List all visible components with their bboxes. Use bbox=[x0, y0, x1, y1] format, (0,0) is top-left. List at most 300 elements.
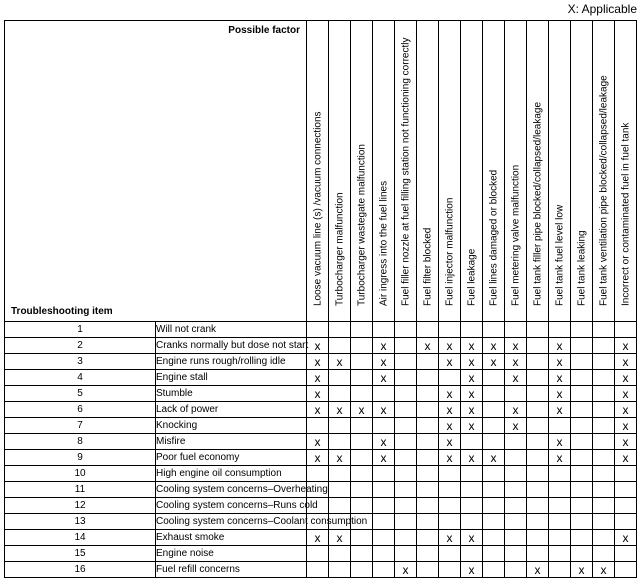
applicability-cell bbox=[527, 434, 549, 450]
applicability-cell bbox=[417, 354, 439, 370]
applicability-cell bbox=[593, 514, 615, 530]
applicable-mark: x bbox=[314, 450, 321, 465]
factor-header bbox=[439, 21, 461, 322]
applicable-mark: x bbox=[556, 354, 563, 369]
applicable-mark: x bbox=[556, 386, 563, 401]
applicable-mark: x bbox=[622, 530, 629, 545]
row-number: 6 bbox=[5, 402, 156, 418]
applicable-mark: x bbox=[358, 402, 365, 417]
row-number: 15 bbox=[5, 546, 156, 562]
applicable-mark: x bbox=[490, 450, 497, 465]
table-row bbox=[5, 482, 637, 498]
applicable-mark: x bbox=[336, 402, 343, 417]
applicability-cell bbox=[615, 434, 637, 450]
applicability-cell bbox=[505, 514, 527, 530]
applicability-cell bbox=[395, 530, 417, 546]
applicability-cell bbox=[461, 322, 483, 338]
applicability-cell bbox=[351, 530, 373, 546]
applicability-cell bbox=[395, 498, 417, 514]
row-number: 1 bbox=[5, 322, 156, 338]
applicability-cell bbox=[461, 546, 483, 562]
applicability-cell bbox=[527, 402, 549, 418]
applicability-cell bbox=[593, 402, 615, 418]
applicability-cell bbox=[373, 386, 395, 402]
applicability-cell bbox=[373, 418, 395, 434]
applicability-cell bbox=[527, 338, 549, 354]
applicability-cell bbox=[439, 338, 461, 354]
applicability-cell bbox=[527, 418, 549, 434]
applicability-cell bbox=[417, 386, 439, 402]
applicability-cell bbox=[549, 498, 571, 514]
factor-header bbox=[483, 21, 505, 322]
applicability-cell bbox=[329, 530, 351, 546]
applicability-cell bbox=[571, 370, 593, 386]
applicability-cell bbox=[439, 562, 461, 578]
applicability-cell bbox=[351, 402, 373, 418]
applicability-cell bbox=[461, 466, 483, 482]
applicable-mark: x bbox=[512, 418, 519, 433]
applicable-mark: x bbox=[380, 402, 387, 417]
applicability-cell bbox=[505, 562, 527, 578]
row-number: 9 bbox=[5, 450, 156, 466]
row-number: 11 bbox=[5, 482, 156, 498]
applicability-cell bbox=[373, 562, 395, 578]
applicability-cell bbox=[351, 370, 373, 386]
troubleshooting-item: Fuel refill concerns bbox=[156, 562, 307, 578]
applicable-mark: x bbox=[512, 370, 519, 385]
applicable-mark: x bbox=[446, 418, 453, 433]
factor-label: Loose vacuum line (s) /vacuum connections bbox=[312, 111, 323, 306]
factor-header bbox=[527, 21, 549, 322]
applicable-mark: x bbox=[556, 450, 563, 465]
possible-factor-label: Possible factor bbox=[228, 25, 300, 36]
applicability-cell bbox=[593, 354, 615, 370]
applicability-cell bbox=[461, 418, 483, 434]
troubleshooting-item: Will not crank bbox=[156, 322, 307, 338]
applicability-cell bbox=[505, 338, 527, 354]
applicability-cell bbox=[329, 354, 351, 370]
troubleshooting-item-label: Troubleshooting item bbox=[11, 306, 113, 317]
applicability-cell bbox=[505, 322, 527, 338]
applicable-mark: x bbox=[314, 434, 321, 449]
applicability-cell bbox=[483, 338, 505, 354]
applicability-cell bbox=[439, 322, 461, 338]
applicability-cell bbox=[483, 562, 505, 578]
applicability-cell bbox=[615, 482, 637, 498]
header-row bbox=[5, 21, 637, 322]
applicability-cell bbox=[505, 418, 527, 434]
applicability-cell bbox=[307, 434, 329, 450]
applicability-cell bbox=[329, 546, 351, 562]
applicability-cell bbox=[395, 418, 417, 434]
applicability-cell bbox=[483, 514, 505, 530]
applicability-cell bbox=[505, 370, 527, 386]
applicability-cell bbox=[549, 418, 571, 434]
applicability-cell bbox=[395, 514, 417, 530]
table-row bbox=[5, 514, 637, 530]
applicability-cell bbox=[615, 338, 637, 354]
applicability-cell bbox=[483, 322, 505, 338]
applicable-mark: x bbox=[556, 434, 563, 449]
applicability-cell bbox=[461, 402, 483, 418]
applicable-mark: x bbox=[402, 562, 409, 577]
applicability-cell bbox=[351, 338, 373, 354]
troubleshooting-item: Cooling system concerns–Coolant consumption bbox=[156, 514, 307, 530]
applicability-cell bbox=[417, 322, 439, 338]
applicability-cell bbox=[527, 482, 549, 498]
applicability-cell bbox=[483, 386, 505, 402]
applicable-mark: x bbox=[468, 402, 475, 417]
table-row bbox=[5, 386, 637, 402]
applicability-cell bbox=[461, 450, 483, 466]
applicable-mark: x bbox=[556, 370, 563, 385]
table-row bbox=[5, 322, 637, 338]
applicable-mark: x bbox=[446, 338, 453, 353]
applicability-cell bbox=[417, 434, 439, 450]
applicable-mark: x bbox=[468, 562, 475, 577]
applicability-cell bbox=[329, 402, 351, 418]
applicability-cell bbox=[571, 562, 593, 578]
applicability-cell bbox=[571, 434, 593, 450]
applicable-mark: x bbox=[314, 370, 321, 385]
applicability-cell bbox=[527, 514, 549, 530]
applicability-cell bbox=[593, 450, 615, 466]
applicability-cell bbox=[373, 530, 395, 546]
applicability-cell bbox=[615, 386, 637, 402]
corner-cell bbox=[5, 21, 307, 322]
applicability-cell bbox=[373, 546, 395, 562]
table-row bbox=[5, 418, 637, 434]
applicability-cell bbox=[527, 322, 549, 338]
applicability-cell bbox=[329, 434, 351, 450]
applicability-cell bbox=[439, 450, 461, 466]
applicability-cell bbox=[527, 546, 549, 562]
applicable-mark: x bbox=[556, 338, 563, 353]
applicable-mark: x bbox=[446, 354, 453, 369]
row-number: 3 bbox=[5, 354, 156, 370]
applicability-cell bbox=[593, 466, 615, 482]
applicable-mark: x bbox=[446, 402, 453, 417]
applicable-mark: x bbox=[468, 354, 475, 369]
applicability-cell bbox=[373, 402, 395, 418]
factor-label: Fuel tank ventilation pipe blocked/collapsed/leakage bbox=[598, 75, 609, 306]
applicability-cell bbox=[527, 466, 549, 482]
factor-header bbox=[351, 21, 373, 322]
applicability-cell bbox=[373, 370, 395, 386]
applicable-mark: x bbox=[446, 450, 453, 465]
applicability-cell bbox=[307, 546, 329, 562]
applicability-cell bbox=[307, 530, 329, 546]
applicability-cell bbox=[373, 338, 395, 354]
applicable-mark: x bbox=[336, 450, 343, 465]
applicability-cell bbox=[549, 386, 571, 402]
applicability-cell bbox=[395, 322, 417, 338]
applicability-cell bbox=[505, 498, 527, 514]
applicable-mark: x bbox=[424, 338, 431, 353]
applicability-cell bbox=[351, 498, 373, 514]
row-number: 2 bbox=[5, 338, 156, 354]
applicability-cell bbox=[505, 386, 527, 402]
applicability-cell bbox=[461, 354, 483, 370]
applicability-cell bbox=[307, 370, 329, 386]
troubleshooting-item: Stumble bbox=[156, 386, 307, 402]
applicability-cell bbox=[483, 418, 505, 434]
factor-header bbox=[505, 21, 527, 322]
applicability-cell bbox=[527, 370, 549, 386]
applicability-cell bbox=[351, 546, 373, 562]
applicability-cell bbox=[373, 514, 395, 530]
applicability-cell bbox=[417, 466, 439, 482]
applicability-cell bbox=[395, 434, 417, 450]
row-number: 7 bbox=[5, 418, 156, 434]
applicable-mark: x bbox=[600, 562, 607, 577]
applicability-cell bbox=[527, 498, 549, 514]
applicable-mark: x bbox=[490, 338, 497, 353]
applicability-cell bbox=[373, 434, 395, 450]
factor-label: Incorrect or contaminated fuel in fuel tank bbox=[620, 122, 631, 306]
applicability-cell bbox=[527, 386, 549, 402]
applicability-cell bbox=[307, 322, 329, 338]
applicable-mark: x bbox=[380, 450, 387, 465]
applicability-cell bbox=[461, 514, 483, 530]
applicability-cell bbox=[329, 562, 351, 578]
applicability-cell bbox=[615, 562, 637, 578]
applicability-cell bbox=[615, 514, 637, 530]
applicability-cell bbox=[615, 370, 637, 386]
applicability-cell bbox=[571, 514, 593, 530]
applicability-cell bbox=[505, 354, 527, 370]
applicability-cell bbox=[461, 434, 483, 450]
applicability-cell bbox=[395, 338, 417, 354]
applicable-mark: x bbox=[622, 402, 629, 417]
applicability-cell bbox=[571, 402, 593, 418]
applicable-mark: x bbox=[314, 338, 321, 353]
applicability-cell bbox=[417, 482, 439, 498]
applicable-mark: x bbox=[622, 418, 629, 433]
applicability-cell bbox=[549, 354, 571, 370]
legend: X: Applicable bbox=[567, 2, 637, 16]
applicability-cell bbox=[329, 338, 351, 354]
applicability-cell bbox=[417, 338, 439, 354]
applicability-cell bbox=[395, 402, 417, 418]
applicability-cell bbox=[351, 386, 373, 402]
applicable-mark: x bbox=[468, 386, 475, 401]
applicable-mark: x bbox=[336, 530, 343, 545]
factor-label: Turbocharger wastegate malfunction bbox=[356, 144, 367, 306]
table-body bbox=[5, 322, 637, 578]
troubleshooting-item: Engine runs rough/rolling idle bbox=[156, 354, 307, 370]
troubleshooting-item: Lack of power bbox=[156, 402, 307, 418]
applicability-cell bbox=[483, 370, 505, 386]
factor-label: Turbocharger malfunction bbox=[334, 192, 345, 306]
applicability-cell bbox=[593, 498, 615, 514]
applicable-mark: x bbox=[446, 434, 453, 449]
applicability-cell bbox=[615, 450, 637, 466]
row-number: 14 bbox=[5, 530, 156, 546]
applicable-mark: x bbox=[622, 450, 629, 465]
applicability-cell bbox=[505, 546, 527, 562]
applicability-cell bbox=[483, 434, 505, 450]
applicability-cell bbox=[351, 434, 373, 450]
table-row bbox=[5, 354, 637, 370]
applicability-cell bbox=[593, 370, 615, 386]
troubleshooting-item: Exhaust smoke bbox=[156, 530, 307, 546]
row-number: 4 bbox=[5, 370, 156, 386]
table-row bbox=[5, 546, 637, 562]
troubleshooting-item: High engine oil consumption bbox=[156, 466, 307, 482]
table-row bbox=[5, 434, 637, 450]
applicable-mark: x bbox=[468, 530, 475, 545]
factor-label: Fuel metering valve malfunction bbox=[510, 164, 521, 306]
applicable-mark: x bbox=[578, 562, 585, 577]
applicability-cell bbox=[549, 482, 571, 498]
applicability-cell bbox=[395, 562, 417, 578]
applicability-cell bbox=[307, 354, 329, 370]
applicability-cell bbox=[549, 338, 571, 354]
applicability-cell bbox=[505, 434, 527, 450]
applicability-cell bbox=[351, 482, 373, 498]
applicability-cell bbox=[329, 418, 351, 434]
applicability-cell bbox=[571, 498, 593, 514]
applicability-cell bbox=[329, 482, 351, 498]
applicability-cell bbox=[395, 482, 417, 498]
applicability-cell bbox=[439, 370, 461, 386]
applicable-mark: x bbox=[534, 562, 541, 577]
applicability-cell bbox=[483, 530, 505, 546]
applicable-mark: x bbox=[490, 354, 497, 369]
factor-header bbox=[307, 21, 329, 322]
applicability-cell bbox=[571, 466, 593, 482]
applicability-cell bbox=[615, 354, 637, 370]
applicable-mark: x bbox=[314, 354, 321, 369]
applicability-cell bbox=[417, 514, 439, 530]
factor-header bbox=[593, 21, 615, 322]
applicability-cell bbox=[615, 530, 637, 546]
factor-label: Fuel tank leaking bbox=[576, 230, 587, 306]
table-row bbox=[5, 402, 637, 418]
factor-label: Fuel injector malfunction bbox=[444, 197, 455, 306]
applicable-mark: x bbox=[468, 418, 475, 433]
applicability-cell bbox=[527, 450, 549, 466]
applicability-cell bbox=[439, 386, 461, 402]
row-number: 13 bbox=[5, 514, 156, 530]
applicability-cell bbox=[351, 418, 373, 434]
applicability-cell bbox=[483, 546, 505, 562]
applicable-mark: x bbox=[468, 338, 475, 353]
applicability-cell bbox=[593, 418, 615, 434]
applicability-cell bbox=[329, 466, 351, 482]
applicable-mark: x bbox=[380, 338, 387, 353]
troubleshooting-item: Engine noise bbox=[156, 546, 307, 562]
applicability-cell bbox=[615, 466, 637, 482]
applicability-cell bbox=[417, 530, 439, 546]
table-row bbox=[5, 338, 637, 354]
applicability-cell bbox=[439, 402, 461, 418]
troubleshooting-item: Cranks normally but dose not start bbox=[156, 338, 307, 354]
applicability-cell bbox=[351, 466, 373, 482]
applicability-cell bbox=[351, 354, 373, 370]
applicability-cell bbox=[417, 562, 439, 578]
applicability-cell bbox=[593, 338, 615, 354]
troubleshooting-item: Knocking bbox=[156, 418, 307, 434]
applicability-cell bbox=[549, 466, 571, 482]
troubleshooting-table bbox=[4, 20, 637, 578]
applicability-cell bbox=[307, 562, 329, 578]
applicable-mark: x bbox=[314, 530, 321, 545]
applicability-cell bbox=[461, 338, 483, 354]
applicability-cell bbox=[395, 354, 417, 370]
applicability-cell bbox=[351, 450, 373, 466]
applicability-cell bbox=[615, 498, 637, 514]
applicability-cell bbox=[439, 354, 461, 370]
applicability-cell bbox=[549, 322, 571, 338]
applicability-cell bbox=[593, 530, 615, 546]
table-row bbox=[5, 466, 637, 482]
applicability-cell bbox=[593, 482, 615, 498]
applicability-cell bbox=[593, 562, 615, 578]
applicability-cell bbox=[461, 386, 483, 402]
applicability-cell bbox=[571, 354, 593, 370]
applicability-cell bbox=[549, 370, 571, 386]
factor-header bbox=[549, 21, 571, 322]
applicability-cell bbox=[527, 562, 549, 578]
applicability-cell bbox=[571, 418, 593, 434]
factor-label: Fuel lines damaged or blocked bbox=[488, 169, 499, 306]
applicability-cell bbox=[439, 546, 461, 562]
applicability-cell bbox=[593, 546, 615, 562]
row-number: 12 bbox=[5, 498, 156, 514]
troubleshooting-item: Poor fuel economy bbox=[156, 450, 307, 466]
applicability-cell bbox=[439, 482, 461, 498]
applicability-cell bbox=[439, 466, 461, 482]
applicability-cell bbox=[395, 546, 417, 562]
applicability-cell bbox=[439, 530, 461, 546]
factor-label: Fuel tank filler pipe blocked/collapsed/leakage bbox=[532, 101, 543, 306]
applicability-cell bbox=[373, 354, 395, 370]
applicability-cell bbox=[461, 562, 483, 578]
applicability-cell bbox=[329, 450, 351, 466]
factor-header bbox=[461, 21, 483, 322]
applicability-cell bbox=[439, 514, 461, 530]
applicability-cell bbox=[571, 386, 593, 402]
applicability-cell bbox=[461, 482, 483, 498]
applicability-cell bbox=[571, 530, 593, 546]
table-row bbox=[5, 450, 637, 466]
applicability-cell bbox=[549, 514, 571, 530]
applicable-mark: x bbox=[622, 338, 629, 353]
applicability-cell bbox=[549, 450, 571, 466]
applicability-cell bbox=[483, 354, 505, 370]
applicability-cell bbox=[615, 322, 637, 338]
applicable-mark: x bbox=[468, 370, 475, 385]
applicability-cell bbox=[615, 546, 637, 562]
applicability-cell bbox=[307, 466, 329, 482]
table-row bbox=[5, 562, 637, 578]
applicability-cell bbox=[373, 482, 395, 498]
applicability-cell bbox=[373, 450, 395, 466]
applicability-cell bbox=[461, 530, 483, 546]
applicability-cell bbox=[329, 370, 351, 386]
applicable-mark: x bbox=[622, 434, 629, 449]
factor-header bbox=[417, 21, 439, 322]
applicability-cell bbox=[593, 322, 615, 338]
applicability-cell bbox=[395, 466, 417, 482]
applicability-cell bbox=[593, 434, 615, 450]
applicable-mark: x bbox=[380, 354, 387, 369]
applicability-cell bbox=[373, 466, 395, 482]
applicability-cell bbox=[461, 370, 483, 386]
applicability-cell bbox=[417, 450, 439, 466]
